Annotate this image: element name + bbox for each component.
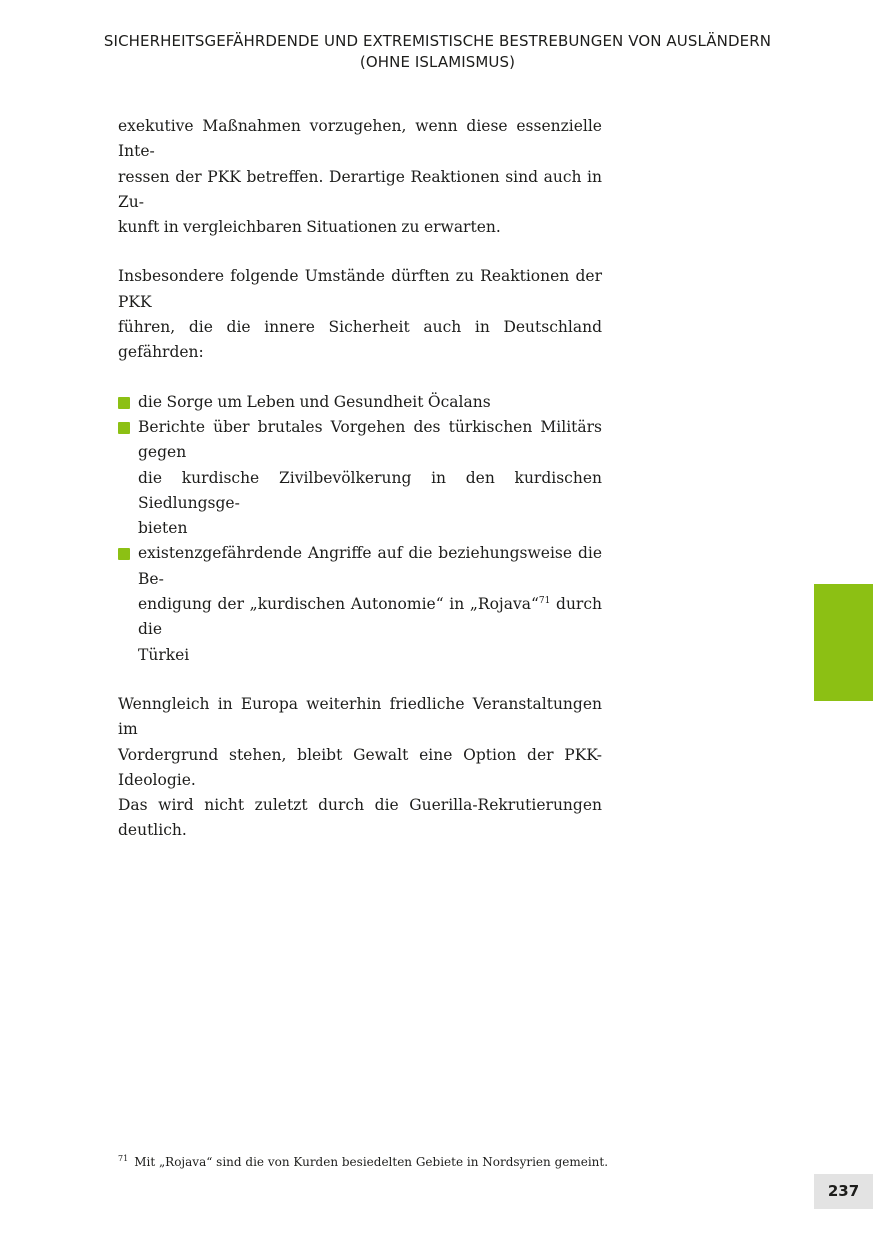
paragraph-3-line: Wenngleich in Europa weiterhin friedliche Veranstaltungen im bbox=[118, 694, 602, 739]
paragraph-3-line: Vordergrund stehen, bleibt Gewalt eine Option der PKK-Ideologie. bbox=[118, 745, 602, 789]
footnote bbox=[118, 1154, 718, 1171]
running-header bbox=[0, 31, 875, 73]
paragraph-2-line: führen, die die innere Sicherheit auch in Deutschland gefährden: bbox=[118, 318, 602, 362]
running-header-line-2: (OHNE ISLAMISMUS) bbox=[359, 53, 516, 71]
bullet-item bbox=[118, 541, 602, 667]
green-square-bullet-icon bbox=[118, 422, 130, 434]
body-text bbox=[118, 114, 602, 868]
paragraph-3-line: Das wird nicht zuletzt durch die Guerilla-Rekrutierungen deutlich. bbox=[118, 796, 602, 840]
paragraph-1-line: exekutive Maßnahmen vorzugehen, wenn diese essenzielle Inte- bbox=[118, 117, 602, 161]
bullet-line: bieten bbox=[138, 519, 188, 538]
paragraph-1 bbox=[118, 114, 602, 240]
bullet-item bbox=[118, 415, 602, 541]
green-square-bullet-icon bbox=[118, 548, 130, 560]
footnote-number: 71 bbox=[118, 1154, 129, 1163]
bullet-item bbox=[118, 390, 602, 415]
footnote-reference[interactable]: 71 bbox=[538, 595, 551, 606]
bullet-line: existenzgefährdende Angriffe auf die beziehungsweise die Be- bbox=[138, 544, 602, 588]
bullet-line: Berichte über brutales Vorgehen des türkischen Militärs gegen bbox=[138, 417, 602, 462]
bullet-line: Türkei bbox=[138, 645, 190, 664]
paragraph-2 bbox=[118, 264, 602, 365]
bullet-line bbox=[138, 592, 602, 643]
chapter-thumb-tab bbox=[814, 584, 873, 701]
bullet-line: die Sorge um Leben und Gesundheit Öcalans bbox=[138, 392, 491, 411]
bullet-list bbox=[118, 390, 602, 668]
page-number: 237 bbox=[814, 1174, 873, 1209]
paragraph-3 bbox=[118, 692, 602, 844]
paragraph-2-line: Insbesondere folgende Umstände dürften zu Reaktionen der PKK bbox=[118, 267, 602, 311]
bullet-line-text: endigung der „kurdischen Autonomie“ in „Rojava“ bbox=[138, 595, 539, 614]
bullet-line-text: durch die bbox=[138, 595, 603, 639]
footnote-text: Mit „Rojava“ sind die von Kurden besiedelten Gebiete in Nordsyrien gemeint. bbox=[134, 1155, 609, 1169]
green-square-bullet-icon bbox=[118, 397, 130, 409]
paragraph-1-line: kunft in vergleichbaren Situationen zu erwarten. bbox=[118, 218, 501, 237]
running-header-line-1: SICHERHEITSGEFÄHRDENDE UND EXTREMISTISCHE BESTREBUNGEN VON AUSLÄNDERN bbox=[103, 32, 772, 50]
paragraph-1-line: ressen der PKK betreffen. Derartige Reaktionen sind auch in Zu- bbox=[118, 167, 602, 211]
bullet-line: die kurdische Zivilbevölkerung in den kurdischen Siedlungsge- bbox=[138, 468, 602, 512]
